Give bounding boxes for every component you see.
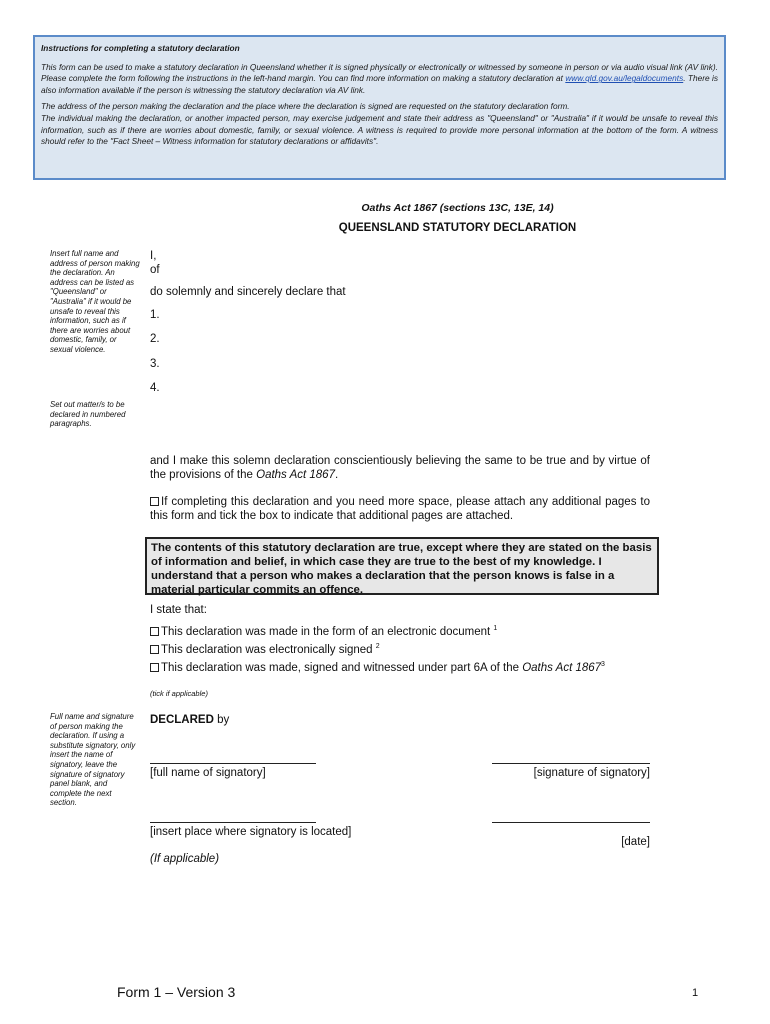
instructions-paragraph-2: The address of the person making the declaration and the place where the declaration is signed are requested on the statutory declaration form. (41, 101, 570, 112)
declared-by-text: DECLARED by (150, 714, 230, 726)
conscientious-declaration-text: and I make this solemn declaration conscientiously believing the same to be true and by virtue of the provisions of the Oaths Act 1867. (150, 455, 650, 481)
paragraph-number-1: 1. (150, 309, 160, 321)
margin-note-name-address: Insert full name and address of person making the declaration. An address can be listed as "Queensland" or "Australia" if it would be unsafe to reveal this information, such as if there are worries about domestic, family, or sexual violence. (50, 249, 140, 354)
electronic-document-checkbox[interactable] (150, 627, 159, 636)
electronic-document-option: This declaration was made in the form of an electronic document $^1$ (150, 622, 650, 639)
part-6a-option: This declaration was made, signed and witnessed under part 6A of the Oaths Act 1867$^3$ (150, 658, 650, 675)
if-applicable-note: (If applicable) (150, 853, 220, 865)
paragraph-number-2: 2. (150, 333, 160, 345)
paragraph-number-4: 4. (150, 382, 160, 394)
instructions-paragraph-1: This form can be used to make a statutory declaration in Queensland whether it is signed physically or electronically or witnessed by someone in person or via audio visual link (AV link). Please complete the form following the instructions in the left-hand margin. You can find more information on making a statutory declaration at www.qld.gov.au/legaldocuments. There is also information available if the person is witnessing the statutory declaration via AV link. (41, 61, 718, 95)
truth-statement-box: The contents of this statutory declaration are true, except where they are stated on the basis of information and belief, in which case they are true to the best of my knowledge. I understand that a person who makes a declaration that the person knows is false in a material particular commits an offence. (145, 537, 659, 595)
signature-line[interactable] (492, 763, 650, 764)
date-line[interactable] (492, 822, 650, 823)
full-name-line[interactable] (150, 763, 316, 764)
instructions-box (33, 35, 726, 180)
date-label: [date] (621, 836, 650, 848)
state-that-text: I state that: (150, 604, 207, 616)
electronically-signed-checkbox[interactable] (150, 645, 159, 654)
more-space-text: If completing this declaration and you need more space, please attach any additional pages to this form and tick the box to indicate that additional pages are attached. (150, 496, 650, 522)
form-version: Form 1 – Version 3 (117, 984, 236, 1000)
legal-documents-link[interactable]: www.qld.gov.au/legaldocuments (565, 73, 684, 84)
place-label: [insert place where signatory is located] (150, 826, 352, 838)
declarant-address-line: of (150, 264, 160, 276)
instructions-paragraph-3: The individual making the declaration, or another impacted person, may exercise judgement and state their address as "Queensland" or "Australia" if it would be unsafe to reveal this information, such as if there are worries about domestic, family, or sexual violence. A witness is required to provide more personal information at the bottom of the form. A witness should refer to the "Fact Sheet – Witness information for statutory declarations or affidavits". (41, 112, 718, 147)
act-title: Oaths Act 1867 (sections 13C, 13E, 14) (361, 202, 554, 214)
form-heading: QUEENSLAND STATUTORY DECLARATION (338, 222, 577, 234)
solemnly-declare-text: do solemnly and sincerely declare that (150, 286, 346, 298)
declarant-name-line: I, (150, 250, 157, 262)
tick-if-applicable-note: (tick if applicable) (150, 689, 208, 698)
margin-note-matters: Set out matter/s to be declared in numbered paragraphs. (50, 400, 126, 429)
electronically-signed-option: This declaration was electronically signed $^2$ (150, 640, 650, 657)
page-number: 1 (692, 987, 699, 999)
part-6a-checkbox[interactable] (150, 663, 159, 672)
paragraph-number-3: 3. (150, 358, 160, 370)
instructions-title: Instructions for completing a statutory declaration (41, 43, 240, 53)
additional-pages-checkbox[interactable] (150, 497, 159, 506)
margin-note-signature: Full name and signature of person making the declaration. If using a substitute signatory, only insert the name of signatory, leave the signature of signatory panel blank, and complete the next section. (50, 712, 136, 808)
full-name-label: [full name of signatory] (150, 767, 266, 779)
place-line[interactable] (150, 822, 316, 823)
signature-label: [signature of signatory] (533, 767, 650, 779)
